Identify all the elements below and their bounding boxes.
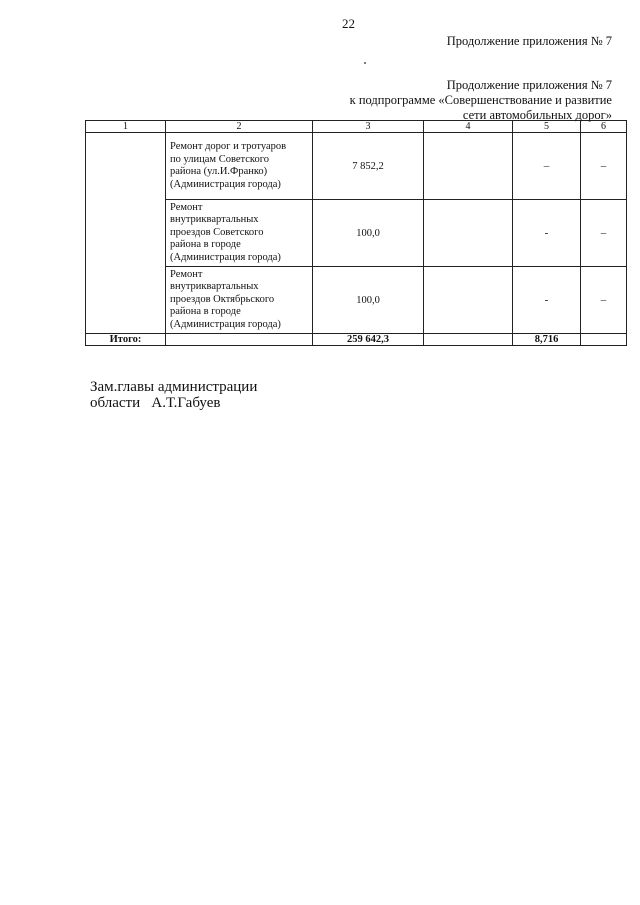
item-name-cell — [166, 200, 313, 267]
empty-cell — [424, 267, 513, 334]
item-name-line: (Администрация города) — [170, 178, 281, 190]
item-name-line: внутриквартальных — [170, 214, 259, 226]
header-block-line3: сети автомобильных дорог» — [462, 108, 612, 122]
item-name-line: проездов Советского — [170, 226, 264, 238]
item-name-line: района в городе — [170, 239, 241, 251]
total-row — [86, 334, 627, 346]
empty-cell — [424, 133, 513, 200]
item-name-cell — [166, 133, 313, 200]
item-name-line: по улицам Советского — [170, 153, 269, 165]
item-name-line: Ремонт — [170, 201, 203, 213]
column-number: 4 — [424, 121, 513, 133]
scan-speck — [364, 62, 366, 64]
header-note-top: Продолжение приложения № 7 — [446, 34, 612, 48]
dash-cell: - — [513, 267, 581, 334]
item-name-cell — [166, 267, 313, 334]
item-name-line: Ремонт дорог и тротуаров — [170, 141, 287, 152]
appendix-table — [85, 120, 627, 346]
item-name-line: (Администрация города) — [170, 318, 281, 330]
total-col5: 8,716 — [513, 334, 581, 346]
dash-cell: – — [513, 133, 581, 200]
signature-block — [90, 379, 257, 411]
table-header-row — [86, 121, 627, 133]
table-row — [86, 267, 627, 334]
header-block-line1: Продолжение приложения № 7 — [446, 78, 612, 92]
page-number: 22 — [342, 16, 355, 31]
table-row — [86, 133, 627, 200]
item-name-line: Ремонт — [170, 268, 203, 280]
total-amount: 259 642,3 — [313, 334, 424, 346]
item-name-line: проездов Октябрьского — [170, 293, 275, 305]
column-number: 6 — [581, 121, 627, 133]
dash-cell: – — [581, 133, 627, 200]
column-number: 3 — [313, 121, 424, 133]
signature-name: области А.Т.Габуев — [90, 395, 221, 411]
empty-cell — [424, 200, 513, 267]
item-name-line: района (ул.И.Франко) — [170, 166, 268, 177]
total-label: Итого: — [86, 334, 166, 346]
item-name-line: (Администрация города) — [170, 251, 281, 263]
dash-cell: – — [581, 200, 627, 267]
empty-cell — [86, 133, 166, 334]
amount-cell: 100,0 — [313, 200, 424, 267]
item-name-line: внутриквартальных — [170, 281, 259, 293]
dash-cell: - — [513, 200, 581, 267]
signature-title: Зам.главы администрации — [90, 379, 258, 395]
empty-cell — [424, 334, 513, 346]
dash-cell: – — [581, 267, 627, 334]
empty-cell — [581, 334, 627, 346]
amount-cell: 7 852,2 — [313, 133, 424, 200]
table-row — [86, 200, 627, 267]
column-number: 1 — [86, 121, 166, 133]
header-note-block — [350, 78, 612, 123]
column-number: 5 — [513, 121, 581, 133]
item-name-line: района в городе — [170, 306, 241, 318]
amount-cell: 100,0 — [313, 267, 424, 334]
empty-cell — [166, 334, 313, 346]
header-block-line2: к подпрограмме «Совершенствование и развитие — [349, 93, 612, 107]
column-number: 2 — [166, 121, 313, 133]
